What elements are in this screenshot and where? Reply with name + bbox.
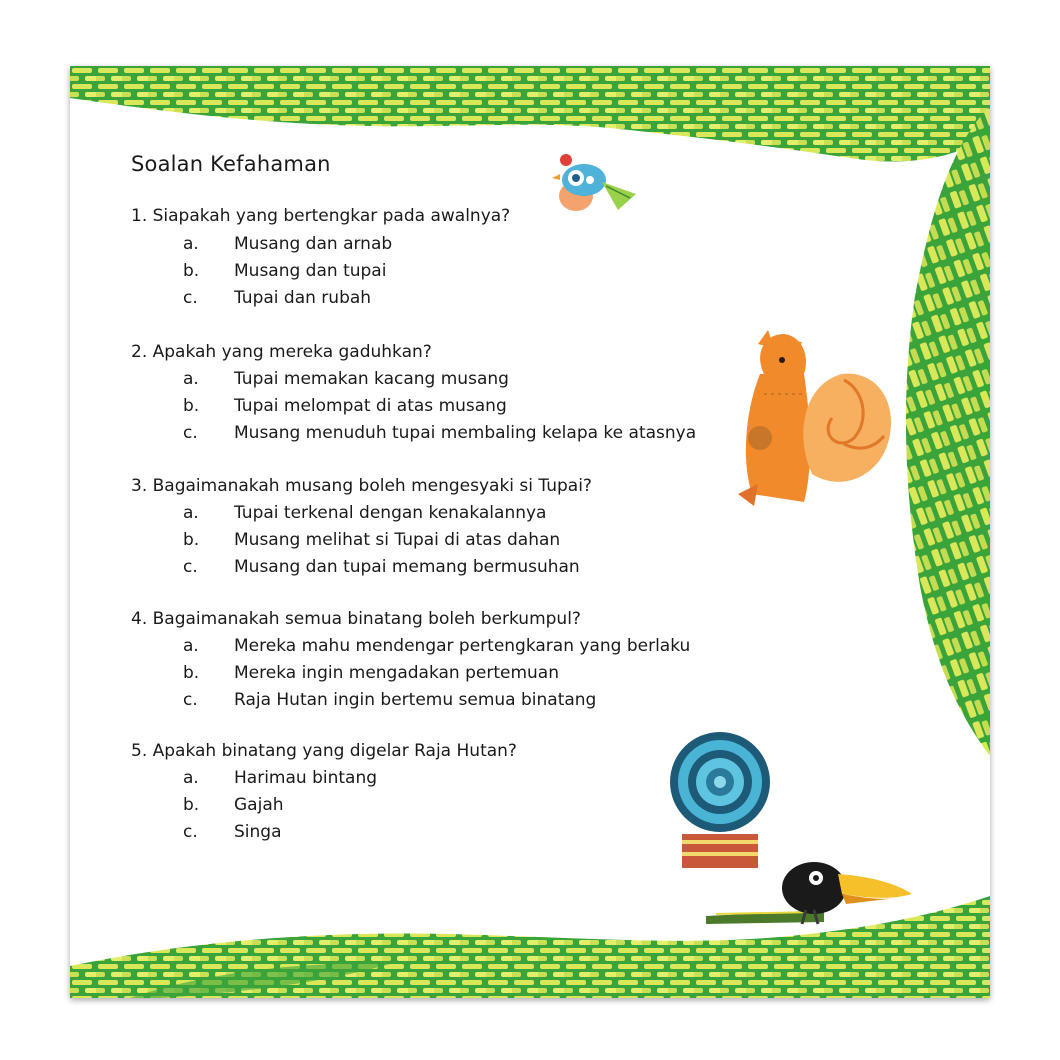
option-text: Mereka ingin mengadakan pertemuan <box>234 663 560 683</box>
option-letter: c. <box>183 288 198 308</box>
question-1: 1. Siapakah yang bertengkar pada awalnya? <box>131 206 511 226</box>
option-2a <box>70 369 970 391</box>
option-letter: b. <box>183 396 200 416</box>
option-text: Mereka mahu mendengar pertengkaran yang berlaku <box>234 636 691 656</box>
option-text: Musang dan arnab <box>234 234 393 254</box>
question-5: 5. Apakah binatang yang digelar Raja Hutan? <box>131 741 517 761</box>
option-letter: c. <box>183 690 198 710</box>
option-4c <box>70 690 970 712</box>
question-4: 4. Bagaimanakah semua binatang boleh berkumpul? <box>131 609 581 629</box>
option-letter: a. <box>183 369 199 389</box>
option-3c <box>70 557 970 579</box>
option-3a <box>70 503 970 525</box>
option-letter: a. <box>183 768 199 788</box>
option-1c <box>70 288 970 310</box>
option-text: Tupai memakan kacang musang <box>234 369 509 389</box>
option-letter: b. <box>183 663 200 683</box>
option-2c <box>70 423 970 445</box>
option-text: Singa <box>234 822 282 842</box>
option-1a <box>70 234 970 256</box>
question-3: 3. Bagaimanakah musang boleh mengesyaki si Tupai? <box>131 476 592 496</box>
option-5c <box>70 822 970 844</box>
option-text: Tupai melompat di atas musang <box>234 396 507 416</box>
option-text: Musang dan tupai memang bermusuhan <box>234 557 580 577</box>
option-text: Musang dan tupai <box>234 261 387 281</box>
option-letter: b. <box>183 795 200 815</box>
option-text: Gajah <box>234 795 284 815</box>
option-text: Tupai terkenal dengan kenakalannya <box>234 503 547 523</box>
option-letter: c. <box>183 557 198 577</box>
option-3b <box>70 530 970 552</box>
option-letter: c. <box>183 423 198 443</box>
option-letter: a. <box>183 234 199 254</box>
question-2: 2. Apakah yang mereka gaduhkan? <box>131 342 432 362</box>
quiz-content <box>70 66 990 998</box>
option-2b <box>70 396 970 418</box>
option-letter: a. <box>183 636 199 656</box>
option-4a <box>70 636 970 658</box>
book-page <box>70 66 990 998</box>
option-letter: b. <box>183 261 200 281</box>
option-text: Musang melihat si Tupai di atas dahan <box>234 530 561 550</box>
option-5a <box>70 768 970 790</box>
option-1b <box>70 261 970 283</box>
page-title: Soalan Kefahaman <box>131 152 331 176</box>
option-text: Tupai dan rubah <box>234 288 372 308</box>
option-text: Harimau bintang <box>234 768 378 788</box>
option-text: Raja Hutan ingin bertemu semua binatang <box>234 690 597 710</box>
option-text: Musang menuduh tupai membaling kelapa ke atasnya <box>234 423 697 443</box>
option-5b <box>70 795 970 817</box>
option-4b <box>70 663 970 685</box>
option-letter: c. <box>183 822 198 842</box>
option-letter: b. <box>183 530 200 550</box>
option-letter: a. <box>183 503 199 523</box>
